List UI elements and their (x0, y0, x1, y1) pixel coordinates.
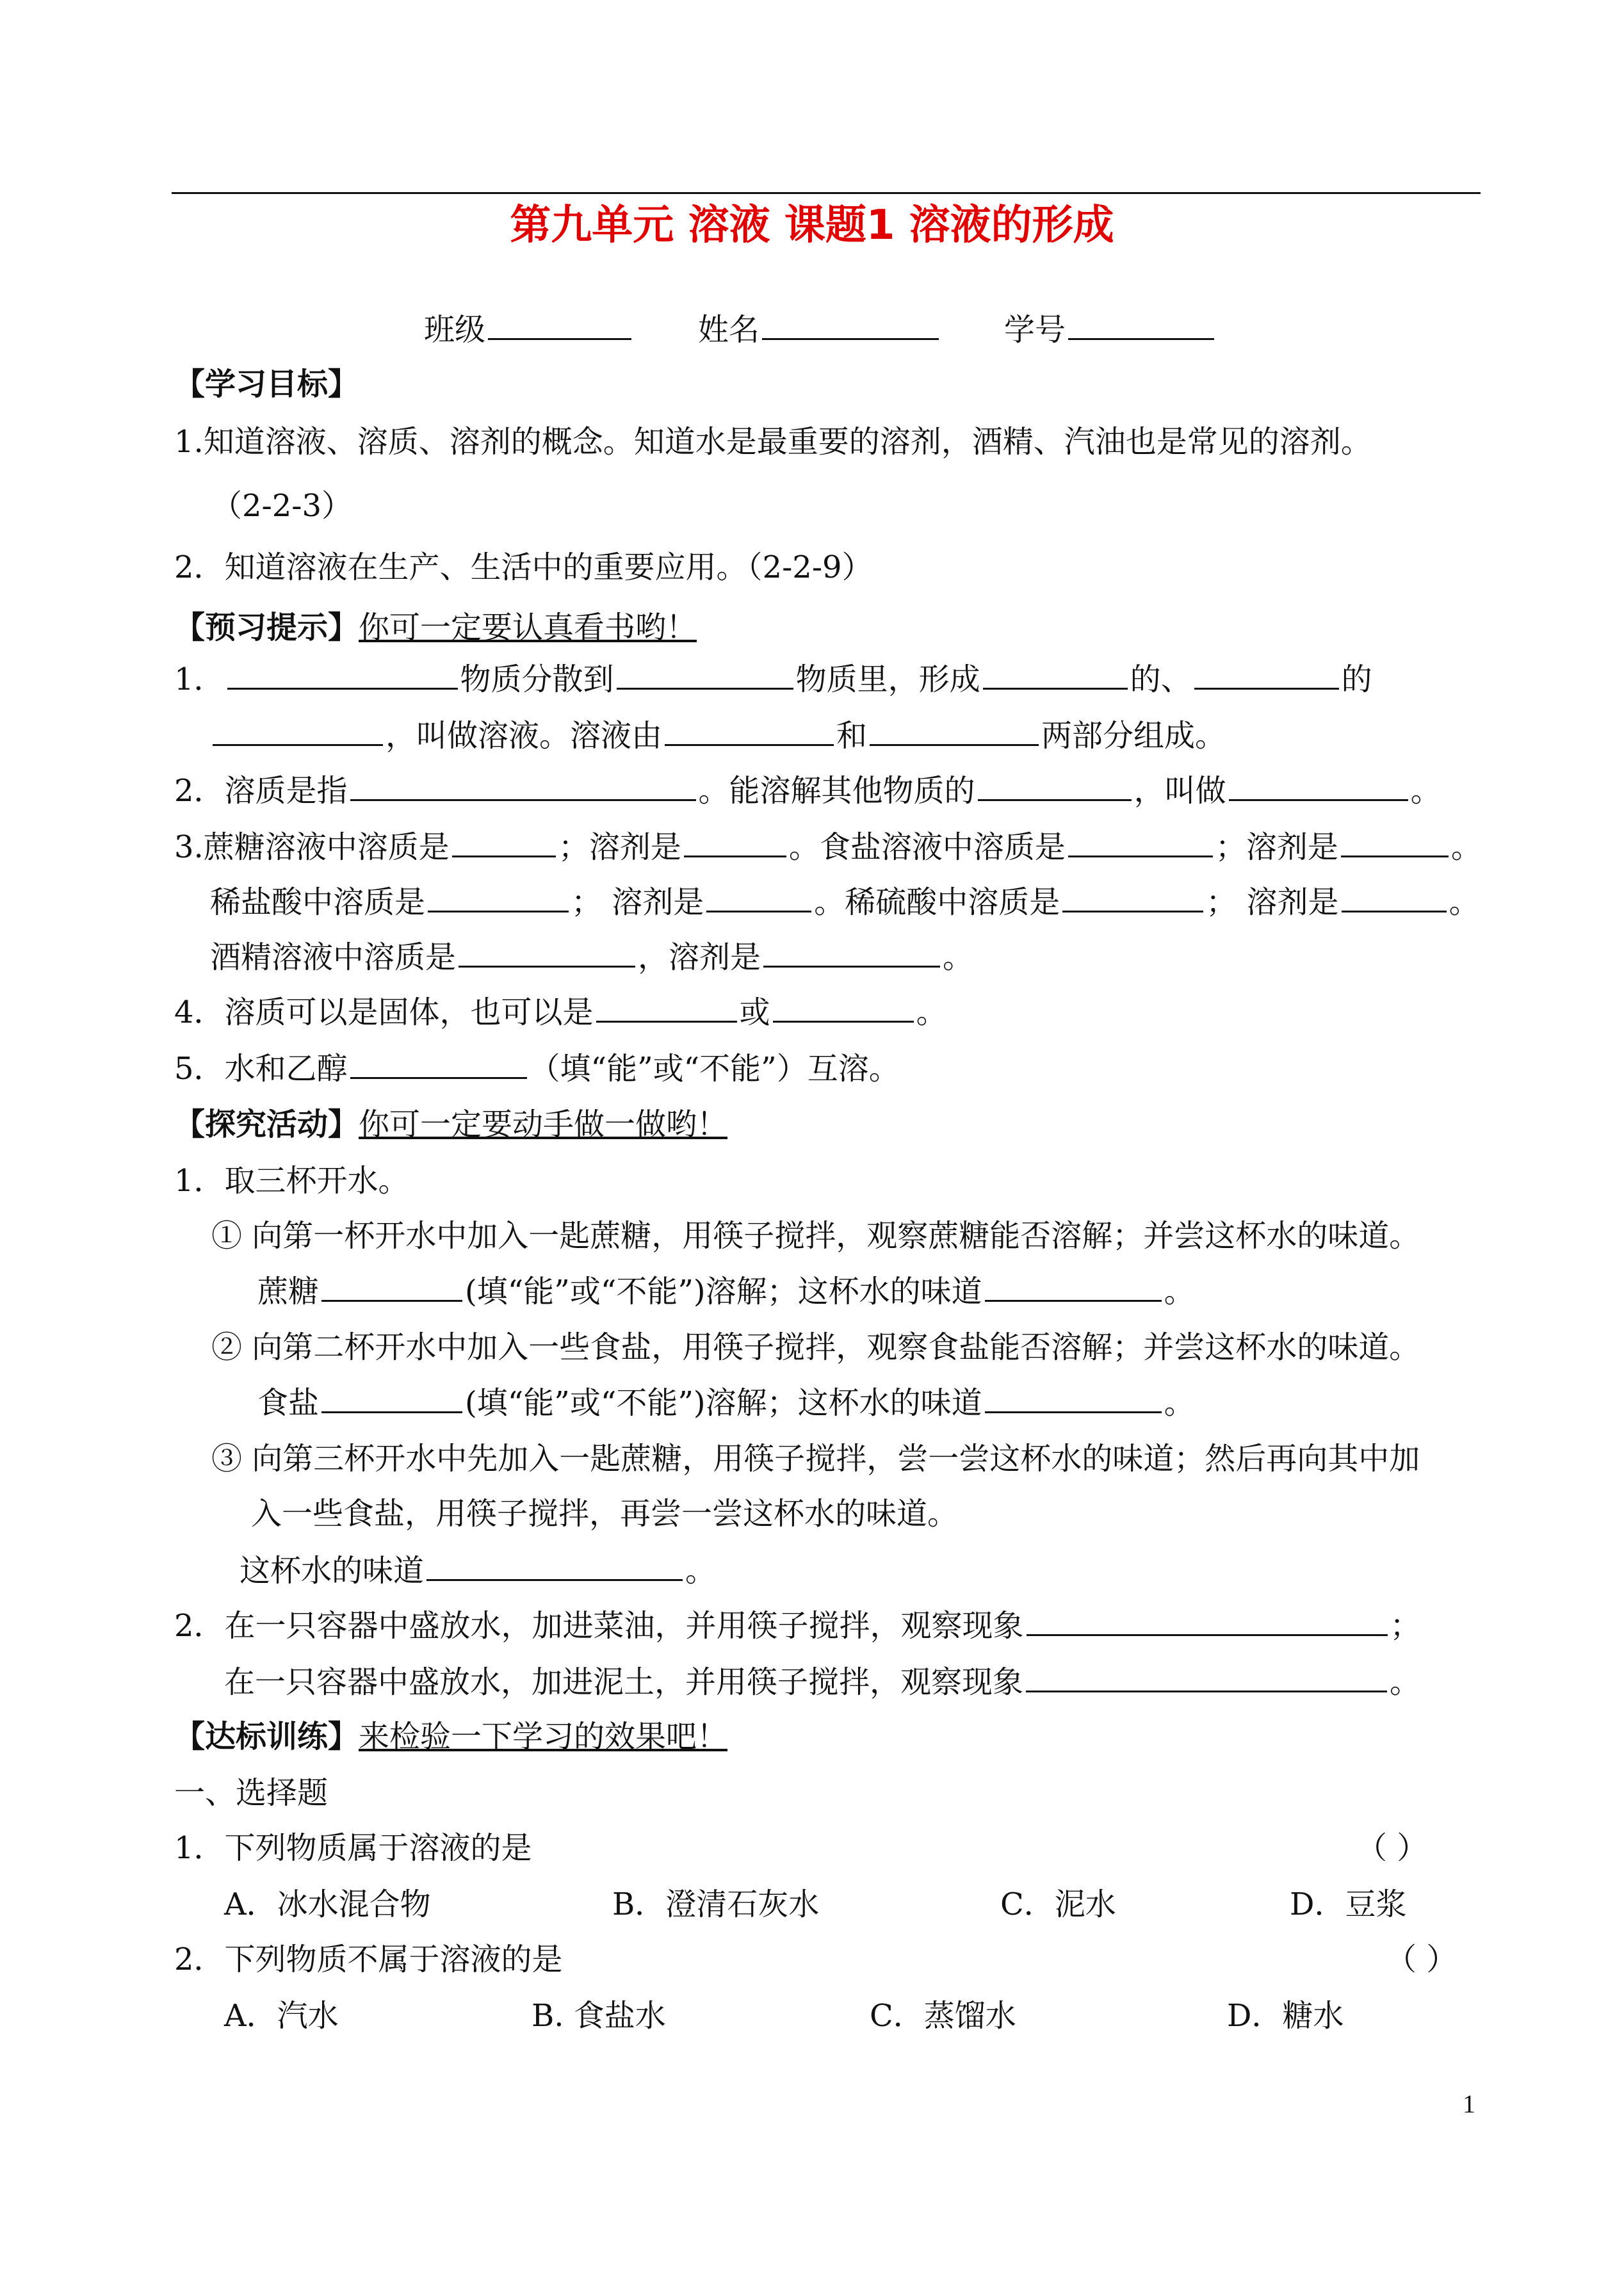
preview-q2 (174, 771, 1441, 810)
question-text: 在一只容器中盛放水，加进泥土，并用筷子搅拌，观察现象 (224, 1664, 1024, 1700)
answer-blank[interactable] (350, 771, 696, 801)
answer-blank[interactable] (426, 1551, 683, 1581)
question-text: ；溶剂是 (1215, 829, 1338, 865)
answer-blank[interactable] (763, 937, 940, 968)
goal-item-2: 2．知道溶液在生产、生活中的重要应用。（2-2-9） (174, 549, 873, 585)
question-text: 4．溶质可以是固体，也可以是 (174, 994, 594, 1030)
question-text: ，溶剂是 (638, 939, 761, 975)
goal-item-1: 1.知道溶液、溶质、溶剂的概念。知道水是最重要的溶剂，酒精、汽油也是常见的溶剂。 (174, 424, 1372, 460)
explore-q2-line2 (224, 1662, 1420, 1701)
question-text: 。 (1449, 884, 1480, 920)
question-text: 。 (1164, 1274, 1195, 1310)
answer-blank[interactable] (985, 1272, 1162, 1302)
explore-step-3-answer (240, 1551, 716, 1590)
question-text: 的 (1341, 661, 1372, 697)
answer-blank[interactable] (978, 771, 1132, 801)
question-text: 食盐 (257, 1385, 320, 1421)
goal-item-1-code: （2-2-3） (211, 488, 353, 524)
answer-blank[interactable] (350, 1049, 527, 1079)
answer-blank[interactable] (983, 660, 1128, 690)
question-text: (填“能”或“不能”)溶解；这杯水的味道 (465, 1385, 982, 1421)
question-text: 。 (1450, 829, 1482, 865)
mc-question-2: 2．下列物质不属于溶液的是 (174, 1942, 563, 1977)
mc-q1-option-a[interactable]: A．冰水混合物 (224, 1886, 431, 1922)
answer-blank[interactable] (459, 937, 635, 968)
question-text: 蔗糖 (257, 1274, 320, 1310)
mc-q1-option-d[interactable]: D．豆浆 (1290, 1886, 1407, 1922)
answer-blank[interactable] (452, 827, 556, 857)
student-id-field (1004, 310, 1217, 349)
question-text: 3.蔗糖溶液中溶质是 (174, 829, 450, 865)
answer-blank[interactable] (706, 882, 811, 912)
question-text: 。稀硫酸中溶质是 (814, 884, 1060, 920)
answer-blank[interactable] (684, 827, 786, 857)
question-text: (填“能”或“不能”)溶解；这杯水的味道 (465, 1274, 982, 1310)
question-text: 。 (1164, 1385, 1195, 1421)
question-text: 。食盐溶液中溶质是 (788, 829, 1066, 865)
training-heading-line (174, 1717, 727, 1756)
preview-q1-line1 (174, 660, 1372, 699)
answer-blank[interactable] (985, 1383, 1162, 1413)
question-text: 的、 (1130, 661, 1192, 697)
question-text: ；溶剂是 (558, 829, 681, 865)
question-text: 。 (1410, 773, 1441, 809)
answer-blank[interactable] (1194, 660, 1339, 690)
mc-q2-option-c[interactable]: C．蒸馏水 (870, 1998, 1016, 2034)
question-text: 两部分组成。 (1041, 718, 1226, 754)
mc-q2-option-d[interactable]: D．糖水 (1227, 1998, 1344, 2034)
answer-blank[interactable] (321, 1383, 462, 1413)
explore-heading-line (174, 1105, 727, 1144)
name-field (698, 310, 941, 349)
mc-question-2-answer-box[interactable]: （ ） (1386, 1942, 1458, 1977)
explore-q1: 1．取三杯开水。 (174, 1163, 409, 1199)
preview-heading: 【预习提示】 (174, 610, 359, 645)
question-text: 2．在一只容器中盛放水，加进菜油，并用筷子搅拌，观察现象 (174, 1608, 1024, 1644)
mc-q1-option-c[interactable]: C．泥水 (1000, 1886, 1116, 1922)
answer-blank[interactable] (1068, 827, 1213, 857)
explore-step-1: ① 向第一杯开水中加入一匙蔗糖，用筷子搅拌，观察蔗糖能否溶解；并尝这杯水的味道。 (211, 1218, 1420, 1254)
question-text: ； 溶剂是 (571, 884, 704, 920)
name-blank[interactable] (762, 310, 939, 340)
question-text: 2．溶质是指 (174, 773, 348, 809)
question-text: 。 (943, 939, 974, 975)
answer-blank[interactable] (428, 882, 569, 912)
mc-question-1: 1．下列物质属于溶液的是 (174, 1830, 532, 1866)
answer-blank[interactable] (1342, 882, 1447, 912)
question-text: 稀盐酸中溶质是 (210, 884, 426, 920)
preview-q1-line2 (210, 716, 1226, 755)
answer-blank[interactable] (596, 993, 737, 1023)
answer-blank[interactable] (617, 660, 793, 690)
answer-blank[interactable] (1062, 882, 1203, 912)
explore-step-2: ② 向第二杯开水中加入一些食盐，用筷子搅拌，观察食盐能否溶解；并尝这杯水的味道。 (211, 1329, 1420, 1365)
question-text: 物质里，形成 (795, 661, 980, 697)
preview-q4 (174, 993, 947, 1032)
question-text: ； 溶剂是 (1206, 884, 1339, 920)
preview-q3-line1 (174, 827, 1482, 866)
answer-blank[interactable] (227, 660, 458, 690)
question-text: 。能溶解其他物质的 (698, 773, 975, 809)
question-text: 。 (1390, 1664, 1421, 1700)
question-text: ； (1390, 1608, 1421, 1644)
training-heading: 【达标训练】 (174, 1719, 359, 1755)
class-label: 班级 (424, 312, 486, 348)
question-text: ，叫做溶液。溶液由 (386, 718, 663, 754)
explore-step-2-answer (257, 1383, 1195, 1422)
question-text: 。 (916, 994, 947, 1030)
question-text: 。 (685, 1553, 717, 1589)
name-label: 姓名 (698, 312, 760, 348)
preview-q5 (174, 1049, 900, 1088)
answer-blank[interactable] (665, 716, 834, 746)
student-id-label: 学号 (1004, 312, 1066, 348)
question-text: 酒精溶液中溶质是 (210, 939, 457, 975)
answer-blank[interactable] (1229, 771, 1408, 801)
explore-heading: 【探究活动】 (174, 1107, 359, 1142)
question-text: （填“能”或“不能”）互溶。 (529, 1051, 900, 1087)
answer-blank[interactable] (1341, 827, 1449, 857)
preview-q3-line3 (210, 937, 973, 977)
answer-blank[interactable] (1026, 1662, 1387, 1692)
training-subtitle: 来检验一下学习的效果吧！ (359, 1719, 728, 1755)
question-text: ，叫做 (1133, 773, 1226, 809)
page-title: 第九单元 溶液 课题1 溶液的形成 (510, 202, 1114, 249)
preview-q3-line2 (210, 882, 1480, 921)
goals-heading: 【学习目标】 (174, 366, 359, 402)
question-text: 5．水和乙醇 (174, 1051, 348, 1087)
answer-blank[interactable] (870, 716, 1039, 746)
question-text: 这杯水的味道 (240, 1553, 425, 1589)
explore-step-3: ③ 向第三杯开水中先加入一匙蔗糖，用筷子搅拌，尝一尝这杯水的味道；然后再向其中加 (211, 1441, 1420, 1477)
preview-heading-line (174, 608, 697, 647)
question-text: 物质分散到 (460, 661, 614, 697)
answer-blank[interactable] (773, 993, 914, 1023)
student-id-blank[interactable] (1068, 310, 1214, 340)
explore-subtitle: 你可一定要动手做一做哟！ (359, 1107, 728, 1142)
explore-step-3-line2: 入一些食盐，用筷子搅拌，再尝一尝这杯水的味道。 (251, 1496, 959, 1532)
explore-q2-line1 (174, 1606, 1421, 1645)
mc-q2-option-b[interactable]: B. 食盐水 (532, 1998, 666, 2034)
class-field (424, 310, 634, 349)
explore-step-1-answer (257, 1272, 1195, 1311)
mc-q1-option-b[interactable]: B．澄清石灰水 (612, 1886, 820, 1922)
question-text: 和 (836, 718, 868, 754)
class-blank[interactable] (488, 310, 631, 340)
page-number: 1 (1463, 2089, 1475, 2118)
section-title: 一、选择题 (174, 1775, 329, 1811)
mc-q2-option-a[interactable]: A．汽水 (224, 1998, 339, 2034)
q-number: 1． (174, 661, 225, 697)
question-text: 或 (739, 994, 770, 1030)
answer-blank[interactable] (1027, 1606, 1388, 1636)
answer-blank[interactable] (213, 716, 383, 746)
answer-blank[interactable] (321, 1272, 462, 1302)
preview-subtitle: 你可一定要认真看书哟！ (359, 610, 697, 645)
mc-question-1-answer-box[interactable]: （ ） (1356, 1830, 1428, 1866)
